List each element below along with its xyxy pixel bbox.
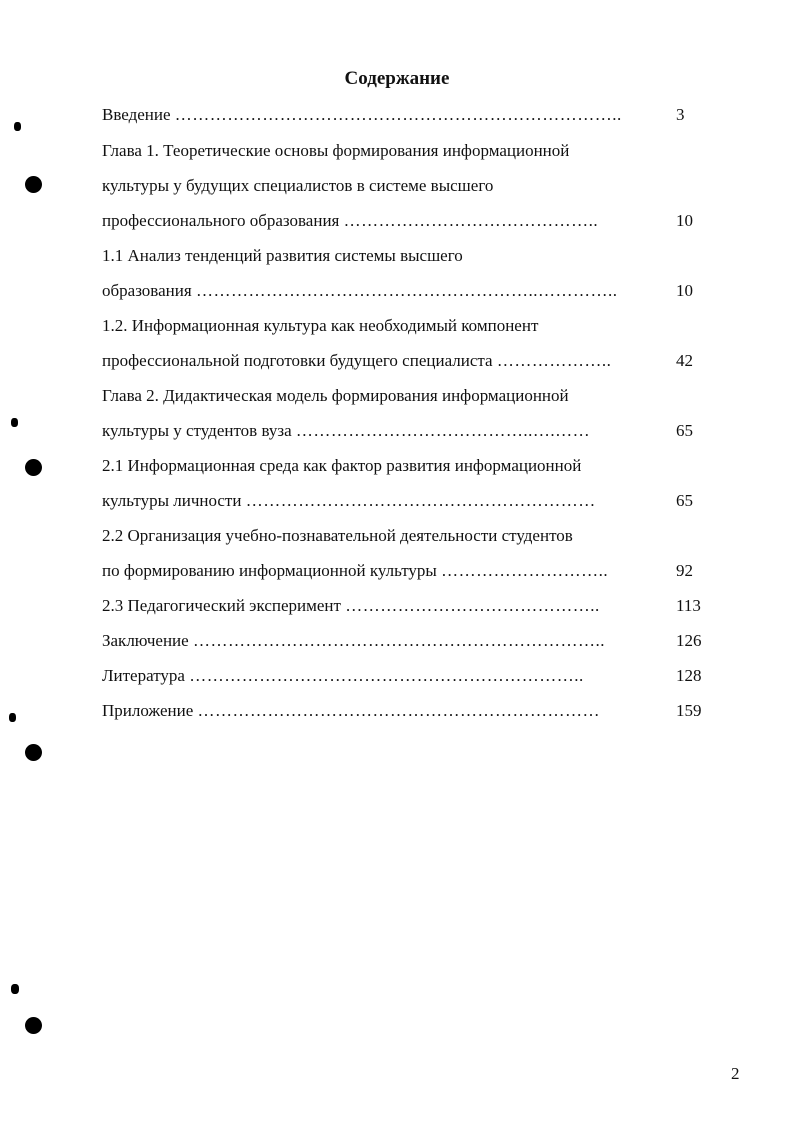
- toc-page-number: 10: [676, 281, 693, 300]
- toc-text: Глава 1. Теоретические основы формирования информационной: [102, 141, 570, 160]
- toc-text: Приложение: [102, 701, 198, 720]
- punch-hole: [25, 459, 42, 476]
- toc-text: по формированию информационной культуры: [102, 561, 442, 580]
- toc-leader-dots: ……………………………………………………………: [197, 701, 600, 720]
- toc-page-number: 10: [676, 211, 693, 230]
- toc-line: [102, 175, 670, 197]
- toc-leader-dots: ……………………………………………………: [245, 491, 596, 510]
- toc-leader-dots: ………………..: [496, 351, 612, 370]
- toc-text: культуры личности: [102, 491, 246, 510]
- toc-text: 1.2. Информационная культура как необходимый компонент: [102, 316, 539, 335]
- toc-line: [102, 665, 670, 687]
- toc-line: [102, 455, 670, 477]
- toc-text: Введение: [102, 105, 175, 124]
- toc-line: [102, 350, 670, 372]
- toc-leader-dots: …………………………………..….……: [295, 421, 591, 440]
- toc-leader-dots: …………………………………………………………..: [189, 666, 584, 685]
- toc-line: [102, 630, 670, 652]
- toc-page-number: 159: [676, 701, 702, 720]
- scan-speck: [11, 984, 19, 994]
- toc-text: 2.1 Информационная среда как фактор развития информационной: [102, 456, 582, 475]
- toc-line: [102, 490, 670, 512]
- toc-text: 1.1 Анализ тенденций развития системы высшего: [102, 246, 463, 265]
- toc-page-number: 3: [676, 105, 685, 124]
- toc-text: Заключение: [102, 631, 193, 650]
- toc-page-number: 92: [676, 561, 693, 580]
- punch-hole: [25, 176, 42, 193]
- page-number: 2: [731, 1064, 740, 1083]
- toc-page-number: 65: [676, 421, 693, 440]
- punch-hole: [25, 1017, 42, 1034]
- toc-line: [102, 700, 670, 722]
- scan-speck: [14, 122, 21, 131]
- scan-speck: [9, 713, 16, 722]
- contents-title: Содержание: [344, 68, 450, 89]
- toc-page-number: 65: [676, 491, 693, 510]
- toc-line: [102, 140, 670, 162]
- toc-page-number: 128: [676, 666, 702, 685]
- toc-leader-dots: ……………………………………..: [345, 596, 600, 615]
- scan-speck: [11, 418, 18, 427]
- toc-text: культуры у студентов вуза: [102, 421, 296, 440]
- toc-text: 2.3 Педагогический эксперимент: [102, 596, 346, 615]
- toc-line: [102, 420, 670, 442]
- toc-line: [102, 245, 670, 267]
- toc-leader-dots: ………………………..: [441, 561, 609, 580]
- toc-text: 2.2 Организация учебно-познавательной деятельности студентов: [102, 526, 573, 545]
- toc-text: культуры у будущих специалистов в системе высшего: [102, 176, 494, 195]
- toc-text: Глава 2. Дидактическая модель формирования информационной: [102, 386, 569, 405]
- toc-leader-dots: …………………………………………………………………..: [174, 105, 622, 124]
- toc-line: [102, 525, 670, 547]
- toc-page-number: 126: [676, 631, 702, 650]
- toc-page-number: 42: [676, 351, 693, 370]
- toc-text: Литература: [102, 666, 190, 685]
- toc-leader-dots: ……………………………………..: [343, 211, 599, 230]
- toc-line: [102, 210, 670, 232]
- toc-line: [102, 560, 670, 582]
- toc-line: [102, 315, 670, 337]
- toc-leader-dots: …………………………………………………..…………..: [195, 281, 618, 300]
- toc-line: [102, 385, 670, 407]
- toc-line: [102, 595, 670, 617]
- toc-leader-dots: ……………………………………………………………..: [192, 631, 605, 650]
- toc-text: образования: [102, 281, 196, 300]
- toc-text: профессионального образования: [102, 211, 344, 230]
- punch-hole: [25, 744, 42, 761]
- toc-line: [102, 104, 670, 126]
- toc-line: [102, 280, 670, 302]
- toc-page-number: 113: [676, 596, 701, 615]
- toc-text: профессиональной подготовки будущего специалиста: [102, 351, 497, 370]
